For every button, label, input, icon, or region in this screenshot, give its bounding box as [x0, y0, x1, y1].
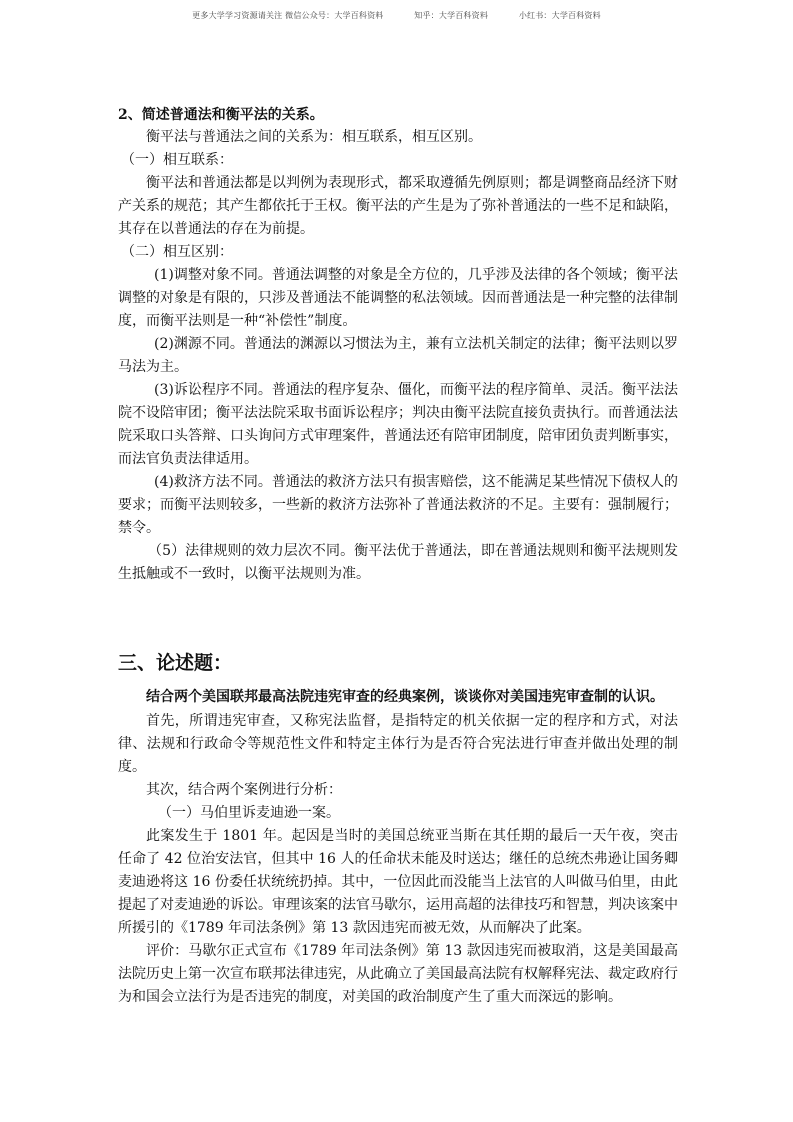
- q2-sub1-body: 衡平法和普通法都是以判例为表现形式，都采取遵循先例原则；都是调整商品经济下财产关系的规范；其产生都依托于王权。衡平法的产生是为了弥补普通法的一些不足和缺陷，其存在以普通法的存在为前提。: [118, 175, 678, 237]
- header-zhihu: 知乎：大学百科资料: [414, 11, 489, 20]
- case-1-title: （一）马伯里诉麦迪逊一案。: [158, 805, 340, 821]
- document-body: [118, 104, 678, 1009]
- header-xiaohongshu: 小红书：大学百科资料: [518, 11, 601, 20]
- q2-item-5: （5）法律规则的效力层次不同。衡平法优于普通法，即在普通法规则和衡平法规则发生抵触或不一致时，以衡平法规则为准。: [118, 543, 678, 582]
- q2-intro: 衡平法与普通法之间的关系为：相互联系，相互区别。: [146, 129, 482, 145]
- q2-item-2: (2)渊源不同。普通法的渊源以习惯法为主，兼有立法机关制定的法律；衡平法则以罗马法为主。: [118, 336, 678, 375]
- header-wechat: 更多大学学习资源请关注 微信公众号：大学百科资料: [192, 11, 384, 20]
- essay-p1: 首先，所谓违宪审查，又称宪法监督，是指特定的机关依据一定的程序和方式，对法律、法规和行政命令等规范性文件和特定主体行为是否符合宪法进行审查并做出处理的制度。: [118, 713, 678, 775]
- page-header: [0, 10, 793, 21]
- case-1-evaluation: 评价：马歇尔正式宣布《1789 年司法条例》第 13 款因违宪而被取消，这是美国最高法院历史上第一次宣布联邦法律违宪，从此确立了美国最高法院有权解释宪法、裁定政府行为和国会立法行为是否违宪的制度，对美国的政治制度产生了重大而深远的影响。: [118, 943, 678, 1005]
- essay-p2: 其次，结合两个案例进行分析：: [146, 782, 342, 798]
- section-3-title: 三、论述题：: [118, 652, 233, 674]
- q2-sub1-title: （一）相互联系：: [121, 152, 233, 168]
- case-1-body: 此案发生于 1801 年。起因是当时的美国总统亚当斯在其任期的最后一天午夜，突击任命了 42 位治安法官，但其中 16 人的任命状未能及时送达；继任的总统杰弗逊让国务卿麦迪逊将这 16 份委任状统统扔掉。其中，一位因此而没能当上法官的人叫做马伯里，由此提起了对麦迪逊的诉讼。审理该案的法官马歇尔，运用高超的法律技巧和智慧，判决该案中所援引的《1789 年司法条例》第 13 款因违宪而被无效，从而解决了此案。: [118, 828, 678, 936]
- q2-item-1: (1)调整对象不同。普通法调整的对象是全方位的，几乎涉及法律的各个领域；衡平法调整的对象是有限的，只涉及普通法不能调整的私法领域。因而普通法是一种完整的法律制度，而衡平法则是一种“补偿性”制度。: [118, 267, 678, 329]
- q2-item-4: (4)救济方法不同。普通法的救济方法只有损害赔偿，这不能满足某些情况下债权人的要求；而衡平法则较多，一些新的救济方法弥补了普通法救济的不足。主要有：强制履行；禁令。: [118, 474, 678, 536]
- question-2-title: 2、简述普通法和衡平法的关系。: [118, 107, 324, 123]
- essay-question: 结合两个美国联邦最高法院违宪审查的经典案例，谈谈你对美国违宪审查制的认识。: [146, 689, 664, 705]
- q2-sub2-title: （二）相互区别：: [121, 244, 233, 260]
- q2-item-3: (3)诉讼程序不同。普通法的程序复杂、僵化，而衡平法的程序简单、灵活。衡平法法院不设陪审团；衡平法法院采取书面诉讼程序；判决由衡平法院直接负责执行。而普通法法院采取口头答辩、口头询问方式审理案件，普通法还有陪审团制度，陪审团负责判断事实，而法官负责法律适用。: [118, 382, 678, 467]
